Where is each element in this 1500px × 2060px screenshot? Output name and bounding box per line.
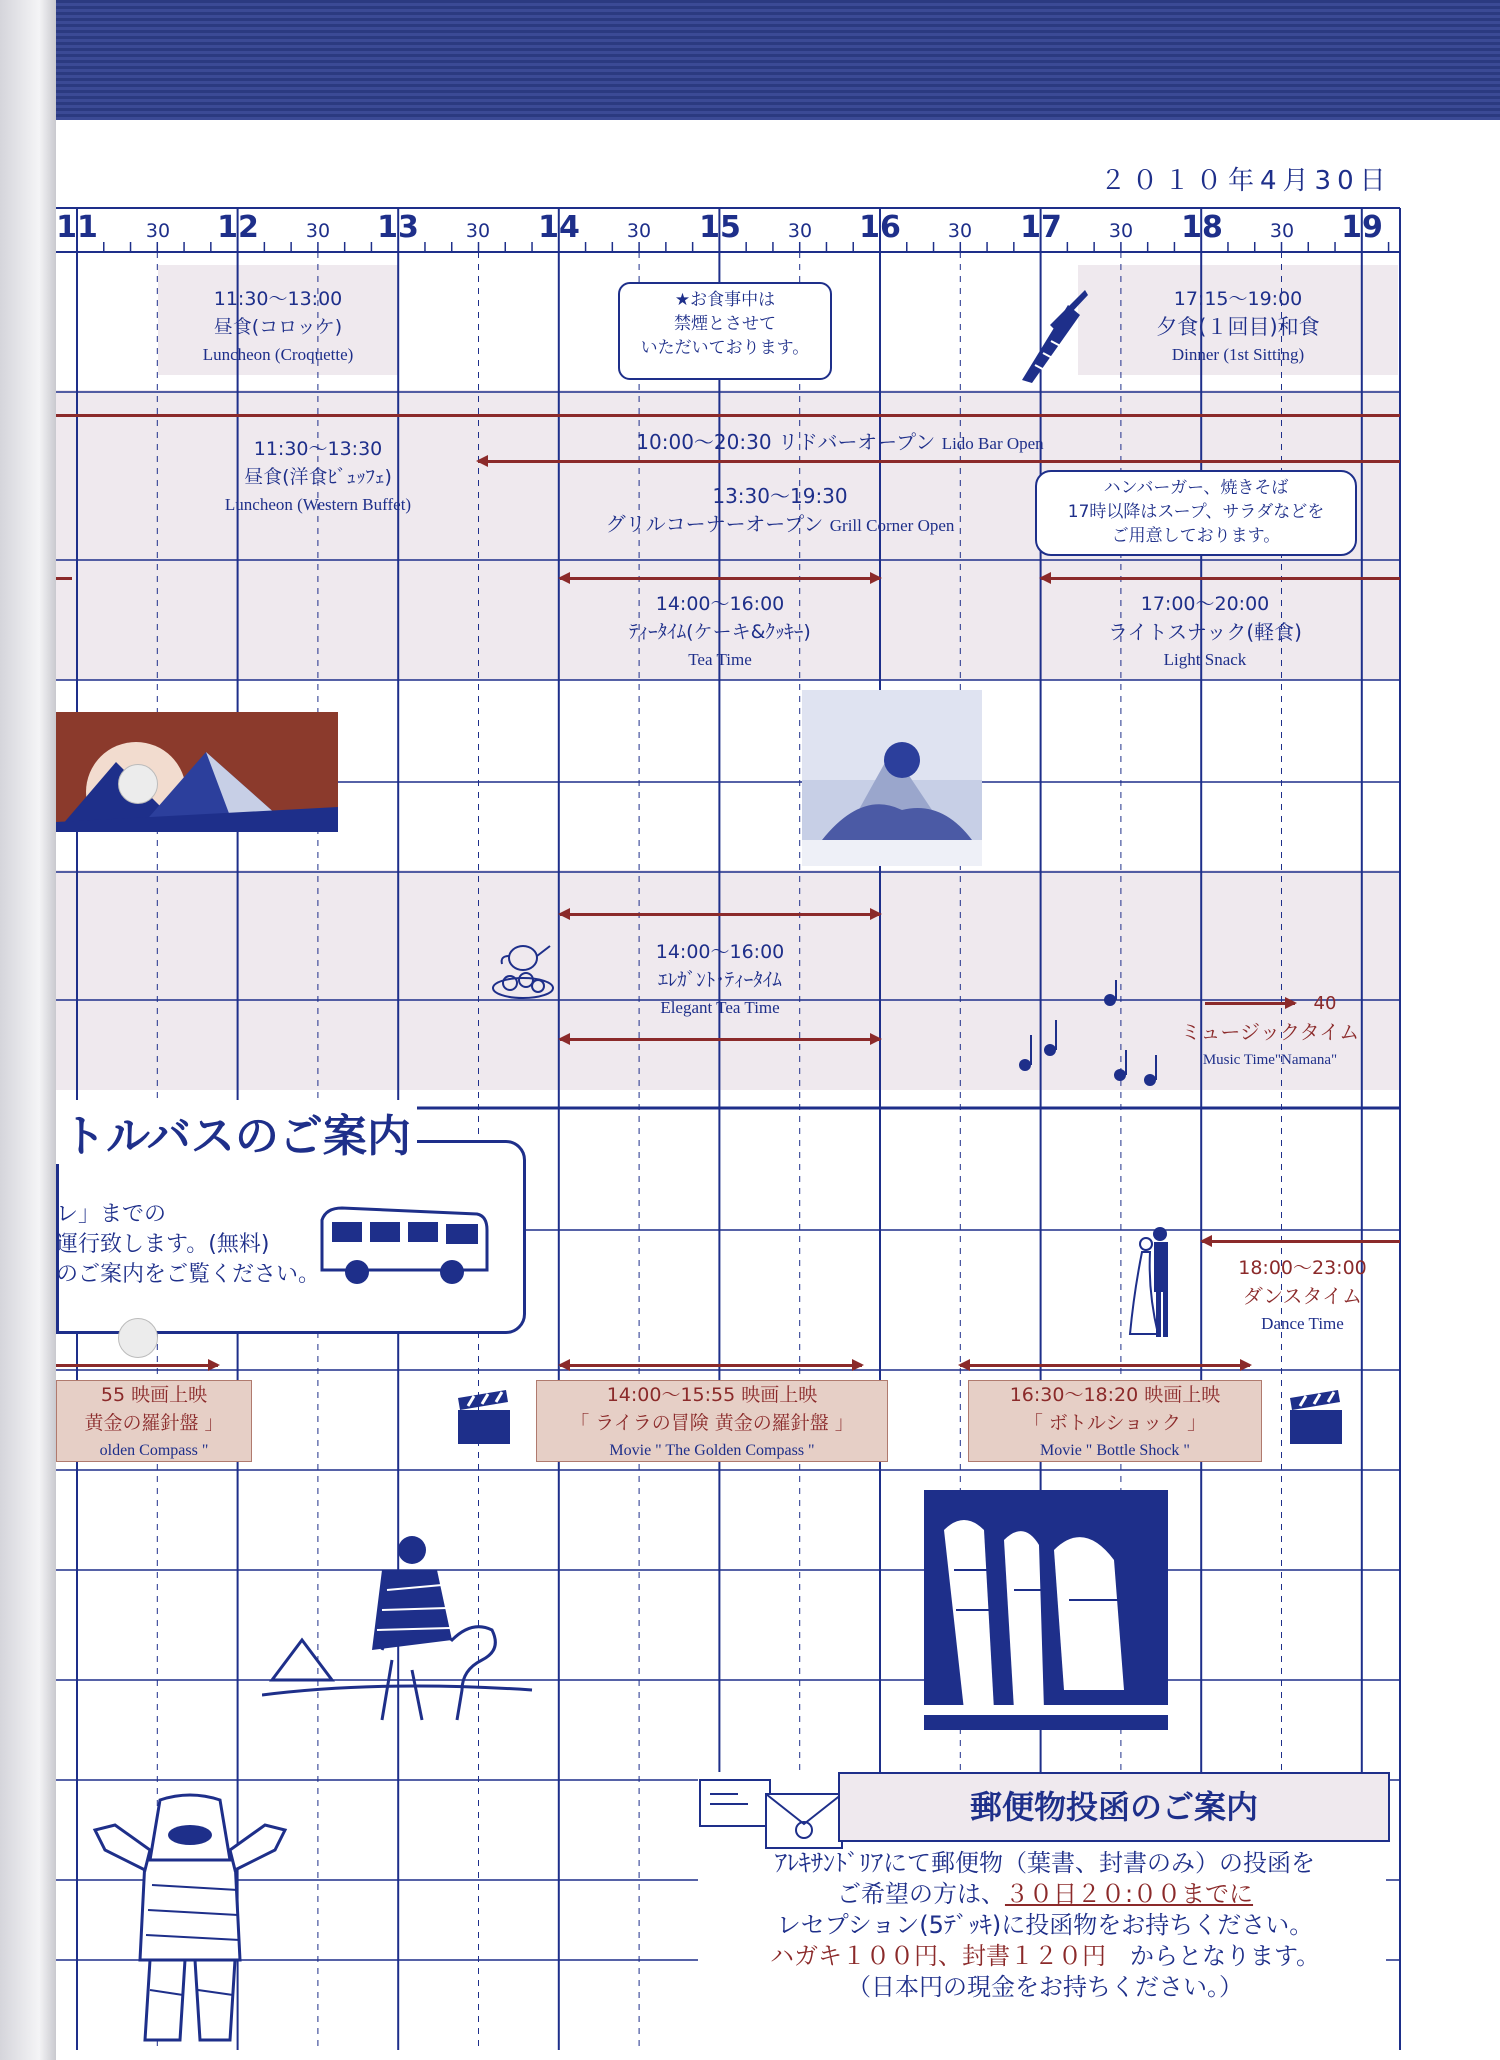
hour-label: 15 bbox=[699, 210, 741, 245]
hour-label: 19 bbox=[1341, 210, 1383, 245]
mail-notice-title: 郵便物投函のご案内 bbox=[838, 1772, 1390, 1842]
event-tea-time bbox=[580, 590, 860, 674]
event-time: 13:30〜19:30 bbox=[712, 484, 848, 508]
elegant-tea-arrow-bottom bbox=[560, 1038, 880, 1041]
mail-text: からとなります。 bbox=[1129, 1942, 1321, 1970]
movie-title-en: olden Compass " bbox=[99, 1442, 209, 1459]
event-title-en: Tea Time bbox=[688, 650, 752, 669]
event-time: 14:00〜16:00 bbox=[655, 593, 785, 615]
event-time: 11:30〜13:00 bbox=[213, 288, 343, 310]
half-hour-label: 30 bbox=[787, 220, 813, 242]
movie-arrow bbox=[56, 1364, 218, 1367]
event-time: 18:00〜23:00 bbox=[1238, 1257, 1367, 1279]
grill-note bbox=[1035, 470, 1357, 556]
mail-notice-body bbox=[700, 1848, 1390, 2003]
music-end-time: 40 bbox=[1313, 993, 1337, 1014]
event-title-en: Luncheon (Western Buffet) bbox=[224, 495, 412, 514]
event-title-ja: ライトスナック(軽食) bbox=[1107, 620, 1302, 644]
movie-title-en: Movie " The Golden Compass " bbox=[609, 1442, 815, 1459]
mummy-illustration bbox=[90, 1790, 290, 2050]
movie-arrow bbox=[560, 1364, 862, 1367]
hour-label: 17 bbox=[1020, 210, 1062, 245]
event-light-snack bbox=[1060, 590, 1350, 674]
half-hour-label: 30 bbox=[947, 220, 973, 242]
shuttle-bus-title: トルバスのご案内 bbox=[56, 1100, 417, 1164]
hour-label: 11 bbox=[56, 210, 98, 245]
event-dance bbox=[1205, 1254, 1400, 1338]
event-title-en: Dinner (1st Sitting) bbox=[1171, 345, 1305, 364]
movie-arrow bbox=[960, 1364, 1250, 1367]
half-hour-label: 30 bbox=[626, 220, 652, 242]
mail-line: （日本円の現金をお持ちください。） bbox=[847, 1973, 1243, 2001]
event-title-en: Grill Corner Open bbox=[829, 516, 955, 535]
event-elegant-tea bbox=[580, 938, 860, 1022]
movie-box bbox=[56, 1380, 252, 1462]
event-title-en: Luncheon (Croquette) bbox=[202, 345, 354, 364]
half-hour-label: 30 bbox=[1269, 220, 1295, 242]
note-line: ★お食事中は bbox=[674, 290, 776, 310]
mail-deadline: ３０日２０:００までに bbox=[1004, 1880, 1254, 1908]
event-title-ja: リドバーオープン bbox=[777, 430, 936, 454]
page-date: ２０１０年4月30日 bbox=[1100, 166, 1392, 196]
elegant-tea-arrow-top bbox=[560, 913, 880, 916]
event-title-ja: ｴﾚｶﾞﾝﾄ･ﾃｨｰﾀｲﾑ bbox=[658, 969, 782, 991]
event-title-ja: ミュージックタイム bbox=[1180, 1020, 1360, 1044]
event-title-en: Dance Time bbox=[1261, 1314, 1344, 1333]
camel-rider-illustration bbox=[262, 1530, 542, 1730]
event-title-en: Light Snack bbox=[1163, 650, 1247, 669]
music-notes-icon bbox=[1010, 980, 1180, 1100]
lido-bar-arrow bbox=[478, 460, 1400, 463]
lido-bar-arrow-top bbox=[56, 414, 1400, 417]
shuttle-line: 運行致します。(無料) bbox=[56, 1232, 270, 1257]
clapperboard-icon bbox=[454, 1388, 514, 1448]
event-time: 17:15〜19:00 bbox=[1173, 288, 1303, 310]
binder-hole bbox=[118, 764, 158, 804]
event-music bbox=[1160, 1018, 1380, 1074]
event-time: 10:00〜20:30 bbox=[636, 430, 772, 454]
mail-line: ｱﾚｷｻﾝﾄﾞﾘｱにて郵便物（葉書、封書のみ）の投函を bbox=[775, 1849, 1315, 1877]
note-line: ご用意しております。 bbox=[1111, 526, 1281, 546]
movie-time: 16:30〜18:20 映画上映 bbox=[1009, 1384, 1221, 1406]
event-title-en: Music Time"Namana" bbox=[1202, 1052, 1338, 1068]
event-lunch-croquette bbox=[158, 285, 398, 369]
shuttle-line: のご案内をご覧ください。 bbox=[56, 1262, 321, 1287]
egyptian-dancers-image bbox=[924, 1490, 1168, 1730]
bus-icon bbox=[312, 1200, 492, 1290]
binder-hole bbox=[118, 1318, 158, 1358]
hour-label: 16 bbox=[859, 210, 901, 245]
shuttle-bus-text bbox=[56, 1200, 320, 1290]
half-hour-label: 30 bbox=[145, 220, 171, 242]
note-line: ハンバーガー、焼きそば bbox=[1103, 478, 1289, 498]
envelope-icon bbox=[698, 1772, 848, 1852]
note-line: 17時以降はスープ、サラダなどを bbox=[1067, 502, 1325, 522]
mail-line: レセプション(5ﾃﾞｯｷ)に投函物をお持ちください。 bbox=[776, 1911, 1314, 1939]
event-time: 17:00〜20:00 bbox=[1140, 593, 1270, 615]
event-time: 11:30〜13:30 bbox=[253, 438, 383, 460]
mail-line bbox=[700, 1879, 1390, 1910]
event-dinner bbox=[1078, 285, 1398, 369]
teapot-icon bbox=[488, 928, 558, 1008]
event-time: 14:00〜16:00 bbox=[655, 941, 785, 963]
note-line: いただいております。 bbox=[640, 338, 810, 358]
sphinx-image bbox=[802, 690, 982, 866]
event-title-ja: 夕食(１回目)和食 bbox=[1156, 315, 1320, 339]
mail-text: ご希望の方は、 bbox=[836, 1880, 1005, 1908]
event-title-ja: 昼食(コロッケ) bbox=[213, 316, 343, 338]
hour-label: 14 bbox=[538, 210, 580, 245]
light-snack-arrow bbox=[1041, 577, 1400, 580]
event-grill bbox=[560, 482, 1000, 540]
movie-time: 14:00〜15:55 映画上映 bbox=[606, 1384, 818, 1406]
movie-time: 55 映画上映 bbox=[100, 1384, 208, 1406]
mail-price: ハガキ１００円、封書１２０円 bbox=[769, 1942, 1106, 1970]
half-hour-label: 30 bbox=[305, 220, 331, 242]
event-title-ja: 昼食(洋食ﾋﾞｭｯﾌｪ) bbox=[244, 466, 392, 488]
hour-label: 18 bbox=[1181, 210, 1223, 245]
no-smoking-note bbox=[618, 282, 832, 380]
movie-box bbox=[968, 1380, 1262, 1462]
shuttle-line: レ」までの bbox=[56, 1202, 167, 1227]
tea-arrow-left bbox=[56, 577, 72, 580]
dance-arrow bbox=[1202, 1240, 1400, 1243]
mail-line bbox=[700, 1941, 1390, 1972]
music-arrow bbox=[1205, 1002, 1295, 1005]
event-title-en: Elegant Tea Time bbox=[660, 998, 780, 1017]
event-lunch-buffet bbox=[158, 435, 478, 519]
movie-title: 黄金の羅針盤 」 bbox=[84, 1412, 224, 1434]
movie-title: 「 ライラの冒険 黄金の羅針盤 」 bbox=[570, 1412, 854, 1434]
event-title-ja: ﾃｨｰﾀｲﾑ(ケーキ&ｸｯｷｰ) bbox=[629, 621, 811, 643]
dancing-couple-icon bbox=[1128, 1222, 1188, 1342]
hour-label: 12 bbox=[217, 210, 259, 245]
pyramid-banner-image bbox=[56, 712, 338, 832]
movie-box bbox=[536, 1380, 888, 1462]
note-line: 禁煙とさせて bbox=[674, 314, 776, 334]
event-title-en: Lido Bar Open bbox=[941, 434, 1044, 453]
event-lido-bar bbox=[560, 428, 1120, 458]
event-title-ja: グリルコーナーオープン bbox=[605, 512, 824, 536]
clapperboard-icon bbox=[1286, 1388, 1346, 1448]
half-hour-label: 30 bbox=[1108, 220, 1134, 242]
movie-title: 「 ボトルショック 」 bbox=[1023, 1412, 1207, 1434]
event-title-ja: ダンスタイム bbox=[1242, 1284, 1363, 1308]
movie-title-en: Movie " Bottle Shock " bbox=[1040, 1442, 1190, 1459]
hour-label: 13 bbox=[377, 210, 419, 245]
tea-time-arrow bbox=[560, 577, 880, 580]
half-hour-label: 30 bbox=[465, 220, 491, 242]
